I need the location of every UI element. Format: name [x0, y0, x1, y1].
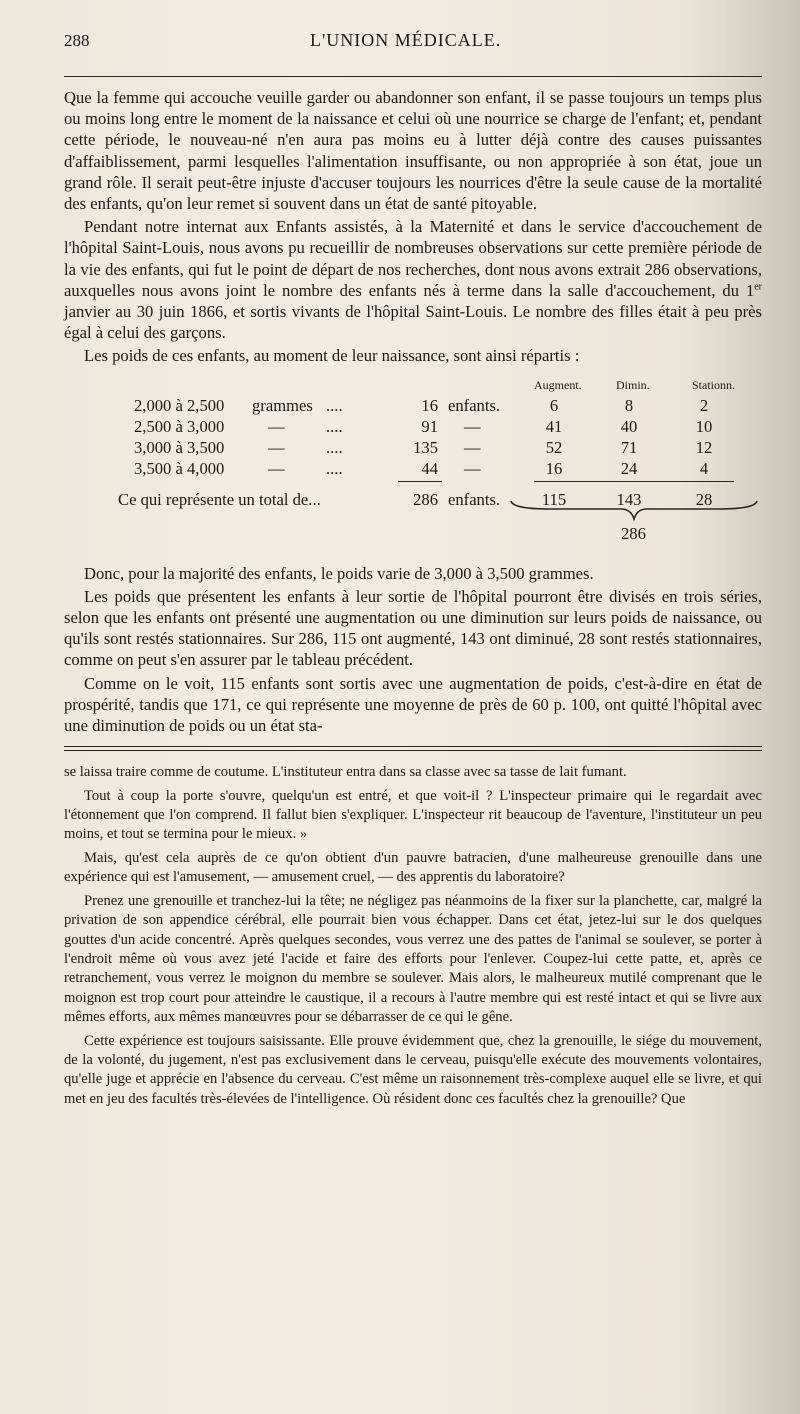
paragraph: Donc, pour la majorité des enfants, le poids varie de 3,000 à 3,500 grammes.	[84, 563, 594, 583]
paragraph: Les poids que présentent les enfants à leur sortie de l'hôpital pourront être divisés en trois séries, selon que les enfants ont présenté une augmentation ou une diminution sur leurs poids de naissance, ou qu'ils sont restés stationnaires. Sur 286, 115 ont augmenté, 143 ont diminué, 28 sont restés stationnaires, comme on peut s'en assurer par le tableau précédent.	[64, 586, 762, 670]
feuilleton-body	[64, 763, 762, 1109]
page-number: 288	[64, 31, 90, 50]
brace-icon	[509, 499, 759, 523]
header-station: Stationn.	[692, 377, 736, 392]
table-total-row: Ce qui représente un total de... 286 enfants. 115 143 28	[118, 489, 713, 509]
sum-rule	[534, 481, 734, 482]
paragraph: Prenez une grenouille et tranchez-lui la tête; ne négligez pas néanmoins de la fixer sur la planchette, car, malgré la privation de son appendice cérébral, elle pourrait bien vous échapper. Dans cet état, jetez-lui sur le dos quelques gouttes d'un acide concentré. Après quelques secondes, vous verrez une des pattes de l'animal se soulever, se porter à l'endroit même où vous avez jeté l'acide et faire des efforts pour l'enlever. Coupez-lui cette patte, et, après ce retranchement, vous verrez le moignon du membre se soulever. Mais alors, le malheureux mutilé comprenant que le moignon est trop court pour atteindre le caustique, il a recours à l'autre membre qui est resté intact et qui se livre aux mêmes efforts, aux mêmes manœuvres pour se débarrasser de ce qui le gêne.	[64, 892, 762, 1026]
article-body	[64, 87, 762, 736]
weight-table	[64, 375, 762, 563]
table-row: 2,500 à 3,000 — .... 91 — 41 40 10	[134, 416, 713, 436]
header-augment: Augment.	[534, 377, 582, 392]
paragraph: Comme on le voit, 115 enfants sont sortis avec une augmentation de poids, c'est-à-dire en état de prospérité, tandis que 171, ce qui représente une moyenne de près de 60 p. 100, ont quitté l'hôpital avec une diminution de poids ou un état sta-	[64, 673, 762, 736]
paragraph: se laissa traire comme de coutume. L'instituteur entra dans sa classe avec sa tasse de lait fumant.	[64, 764, 627, 781]
table-row: 3,500 à 4,000 — .... 44 — 16 24 4	[134, 458, 709, 478]
running-head	[64, 30, 762, 64]
header-dimin: Dimin.	[616, 377, 650, 392]
paragraph: Que la femme qui accouche veuille garder ou abandonner son enfant, il se passe toujours un temps plus ou moins long entre le moment de la naissance et celui où une nourrice se charge de l'enfant; et, pendant cette période, le nouveau-né n'en aura pas moins eu à lutter déjà contre des causes puissantes d'affaiblissement, parmi lesquelles l'alimentation insuffisante, ou non appropriée à son état, joue un grand rôle. Il serait peut-être injuste d'accuser toujours les nourrices d'être la seule cause de la mortalité des enfants, qu'on leur remet si souvent dans un état de santé pitoyable.	[64, 88, 762, 214]
header-rule	[64, 76, 762, 77]
sum-rule	[398, 481, 442, 482]
feuilleton-rule	[64, 746, 762, 751]
table-row: 2,000 à 2,500 grammes .... 16 enfants. 6 8 2	[134, 395, 709, 415]
journal-title: L'UNION MÉDICALE.	[310, 30, 502, 50]
paragraph: Mais, qu'est cela auprès de ce qu'on obtient d'un pauvre batracien, d'une malheureuse grenouille dans une expérience qui est l'amusement, — amusement cruel, — des apprentis du laboratoire?	[64, 849, 762, 886]
grand-total: 286	[621, 523, 646, 543]
paragraph: Pendant notre internat aux Enfants assistés, à la Maternité et dans le service d'accouchement de l'hôpital Saint-Louis, nous avons pu recueillir de nombreuses observations sur cette première période de la vie des enfants, qui fut le point de départ de nos recherches, dont nous avons extrait 286 observations, auxquelles nous avons joint le nombre des enfants nés à terme dans la salle d'accouchement, du 1er janvier au 30 juin 1866, et sortis vivants de l'hôpital Saint-Louis. Le nombre des filles était à peu près égal à celui des garçons.	[64, 217, 763, 343]
paragraph: Cette expérience est toujours saisissante. Elle prouve évidemment que, chez la grenouille, le siége du mouvement, de la volonté, du jugement, n'est pas exclusivement dans le cerveau, puisqu'elle exécute des mouvements volontaires, qu'elle juge et apprécie en l'absence du cerveau. C'est même un raisonnement très-complexe auquel elle se livre, et qui met en jeu des facultés très-élevées de l'intelligence. Où résident donc ces facultés chez la grenouille? Que	[64, 1032, 762, 1107]
paragraph: Tout à coup la porte s'ouvre, quelqu'un est entré, et que voit-il ? L'inspecteur primaire qui le regardait avec l'étonnement que l'on comprend. Il fallut bien s'expliquer. L'inspecteur rit beaucoup de l'aventure, l'instituteur un peu moins, et tout se termina pour le mieux. »	[64, 787, 762, 843]
table-intro: Les poids de ces enfants, au moment de leur naissance, sont ainsi répartis :	[84, 346, 580, 366]
table-row: 3,000 à 3,500 — .... 135 — 52 71 12	[134, 437, 713, 457]
